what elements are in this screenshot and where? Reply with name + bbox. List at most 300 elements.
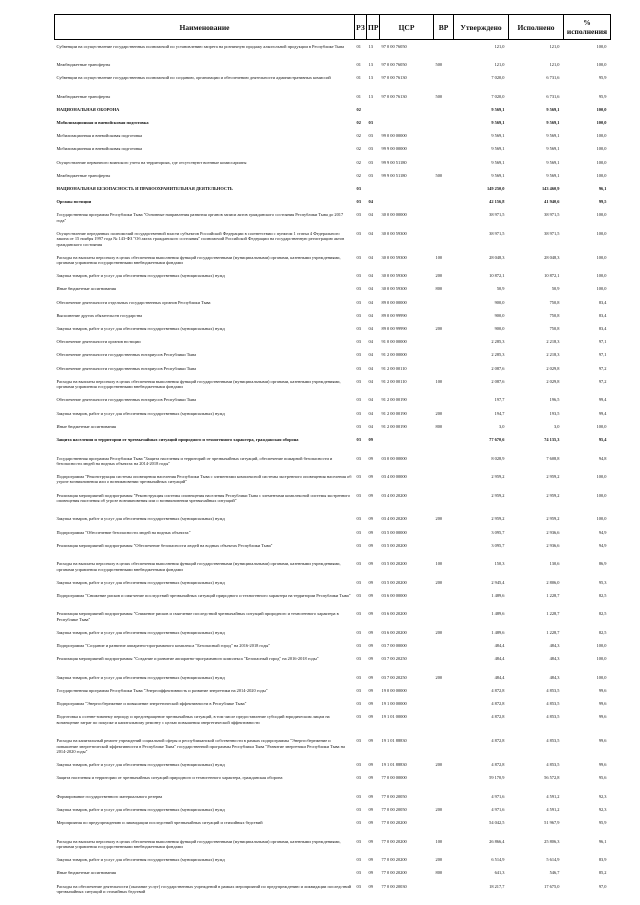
cell-approved: 2 285,3	[491, 352, 505, 358]
cell-name: Расходы на выплаты персоналу в целях обеспечения выполнения функций государственными (муниципальными) органами, казенными учреждениями, органами управления государственными внебюджетными фондами	[56, 561, 341, 572]
cell-approved: 77 670,6	[489, 437, 505, 442]
cell-name: Закупка товаров, работ и услуг для обеспечения государственных (муниципальных) нужд	[56, 762, 225, 768]
cell-approved: 484,4	[494, 643, 505, 649]
cell-rz: 03	[356, 806, 361, 812]
cell-csr: 30 0 00 00000	[381, 212, 407, 218]
table-row	[55, 90, 611, 103]
cell-approved: 9 569,1	[491, 146, 505, 152]
cell-approved: 9 569,1	[491, 172, 505, 178]
cell-name: Мероприятия по предупреждению и ликвидации последствий чрезвычайных ситуаций и стихийных бедствий	[56, 820, 263, 826]
table-row	[55, 452, 611, 471]
cell-pr: 13	[368, 43, 373, 49]
cell-pr: 04	[368, 397, 373, 403]
cell-approved: 1 489,6	[491, 611, 505, 617]
cell-approved: 2 087,6	[491, 365, 505, 371]
cell-executed: 9 569,1	[546, 106, 560, 112]
cell-percent: 100,0	[596, 254, 607, 260]
cell-csr: 30 0 00 59300	[381, 230, 407, 236]
cell-name: Формирование государственного материального резерва	[56, 793, 163, 799]
cell-name: Обеспечение деятельности отдельных государственных органов Республики Тыва	[56, 299, 211, 305]
cell-executed: 9 569,1	[546, 120, 560, 126]
cell-percent: 100,0	[596, 61, 607, 67]
header-vr: ВР	[434, 15, 454, 40]
cell-percent: 100,0	[596, 656, 607, 662]
table-row	[55, 639, 611, 652]
cell-pr: 04	[368, 254, 373, 260]
cell-approved: 121,0	[494, 43, 505, 49]
cell-csr: 03 5 00 20200	[381, 561, 407, 567]
cell-rz: 03	[356, 423, 361, 429]
cell-percent: 86,9	[598, 561, 607, 567]
table-row	[55, 853, 611, 866]
cell-name: Осуществление переданных полномочий государственной власти субъектов Российской Федерации в соответствии с пунктом 1 статьи 4 Федерального закона от 15 ноября 1997 года № 143-ФЗ "Об актах гражданского состояния" полномочий Российской Федерации на государственную регистрацию актов гражданского состояния	[56, 230, 345, 247]
cell-rz: 02	[356, 159, 361, 165]
cell-executed: 74 135,3	[544, 437, 560, 442]
cell-csr: 19 1 01 88830	[381, 738, 407, 744]
table-row	[55, 489, 611, 513]
cell-vr: 500	[435, 172, 443, 178]
cell-approved: 7 020,0	[491, 75, 505, 81]
cell-csr: 19 1 00 00000	[381, 701, 407, 707]
table-row	[55, 251, 611, 270]
cell-rz: 03	[356, 592, 361, 598]
cell-executed: 2 218,3	[546, 339, 560, 345]
cell-percent: 99,6	[598, 714, 607, 720]
table-header-row	[55, 15, 611, 40]
cell-rz: 03	[356, 273, 361, 279]
table-row	[55, 195, 611, 208]
cell-percent: 99,6	[598, 688, 607, 694]
cell-name: Закупка товаров, работ и услуг для обеспечения государственных (муниципальных) нужд	[56, 410, 225, 416]
cell-percent: 95,9	[598, 75, 607, 81]
cell-pr: 09	[368, 806, 373, 812]
cell-rz: 03	[356, 579, 361, 585]
cell-vr: 200	[435, 857, 443, 863]
cell-approved: 900,0	[494, 299, 505, 305]
header-csr: ЦСР	[380, 15, 434, 40]
cell-name: Закупка товаров, работ и услуг для обеспечения государственных (муниципальных) нужд	[56, 273, 225, 279]
cell-executed: 4 853,5	[546, 688, 560, 694]
cell-rz: 03	[356, 656, 361, 662]
cell-percent: 100,0	[596, 674, 607, 680]
cell-rz: 02	[356, 172, 361, 178]
cell-rz: 03	[356, 643, 361, 649]
table-row	[55, 710, 611, 734]
table-row	[55, 589, 611, 608]
cell-rz: 03	[356, 870, 361, 876]
cell-executed: 4 591,2	[546, 806, 560, 812]
table-row	[55, 296, 611, 309]
cell-pr: 04	[368, 199, 373, 205]
table-row	[55, 71, 611, 90]
cell-vr: 200	[435, 806, 443, 812]
cell-csr: 89 0 00 00000	[381, 299, 407, 305]
cell-approved: 2 087,6	[491, 378, 505, 384]
cell-executed: 546,7	[549, 870, 560, 876]
cell-executed: 51 967,9	[544, 820, 560, 826]
cell-vr	[434, 589, 454, 608]
cell-vr: 200	[435, 674, 443, 680]
cell-percent: 99,6	[598, 738, 607, 744]
cell-vr	[434, 129, 454, 142]
cell-csr: 03 4 00 20200	[381, 492, 407, 498]
table-row	[55, 322, 611, 335]
cell-csr: 91 0 00 00000	[381, 339, 407, 345]
cell-approved: 121,0	[494, 61, 505, 67]
cell-pr: 09	[368, 883, 373, 889]
cell-name: НАЦИОНАЛЬНАЯ ОБОРОНА	[56, 106, 120, 112]
cell-name: Иные бюджетные ассигнования	[56, 423, 116, 429]
cell-approved: 194,7	[494, 410, 505, 416]
cell-rz: 03	[356, 529, 361, 535]
cell-approved: 149 250,0	[486, 186, 505, 192]
cell-vr	[434, 209, 454, 228]
cell-executed: 4 853,5	[546, 762, 560, 768]
table-row	[55, 269, 611, 282]
table-row	[55, 433, 611, 452]
cell-name: Иные бюджетные ассигнования	[56, 870, 116, 876]
header-approved: Утверждено	[454, 15, 509, 40]
cell-rz: 03	[356, 230, 361, 236]
cell-name: Реализация мероприятий подпрограммы "Создание и развитие аппаратно-программного комплекса "Безопасный город" на 2016-2018 годы"	[56, 656, 319, 662]
cell-pr: 04	[368, 212, 373, 218]
cell-pr: 09	[368, 701, 373, 707]
cell-pr: 04	[368, 273, 373, 279]
cell-csr: 03 5 00 00000	[381, 529, 407, 535]
table-row	[55, 684, 611, 697]
cell-csr: 19 0 00 00000	[381, 688, 407, 694]
table-row	[55, 393, 611, 406]
budget-table	[54, 14, 611, 898]
cell-name: Расходы на обеспечение деятельности (оказание услуг) государственных учреждений в рамках мероприятий по предупреждению и ликвидации последствий чрезвычайных ситуаций и стихийных бедствий	[56, 883, 352, 894]
cell-csr: 97 0 00 76130	[381, 75, 407, 81]
table-row	[55, 771, 611, 790]
cell-rz: 03	[356, 286, 361, 292]
table-row	[55, 40, 611, 59]
cell-csr: 30 0 00 59300	[381, 286, 407, 292]
table-row	[55, 116, 611, 129]
cell-name: Закупка товаров, работ и услуг для обеспечения государственных (муниципальных) нужд	[56, 806, 225, 812]
cell-rz: 03	[356, 629, 361, 635]
cell-name: Подпрограмма "Энергосбережение и повышение энергетической эффективности в Республике Тыва"	[56, 701, 247, 707]
cell-vr	[434, 734, 454, 758]
cell-vr	[434, 470, 454, 489]
cell-pr: 09	[368, 674, 373, 680]
cell-rz: 03	[356, 437, 361, 442]
cell-vr: 100	[435, 254, 443, 260]
header-executed: Исполнено	[509, 15, 564, 40]
cell-name: Подготовка к осенне-зимнему периоду и предотвращение чрезвычайных ситуаций, в том числе предоставление субсидий юридическим лицам на возмещение затрат по покупке и капитальному ремонту с целью повышения энергетической эффективности	[56, 714, 330, 725]
cell-executed: 750,8	[549, 299, 560, 305]
cell-vr	[434, 227, 454, 251]
cell-vr: 200	[435, 410, 443, 416]
cell-executed: 4 853,5	[546, 714, 560, 720]
cell-rz: 03	[356, 820, 361, 826]
cell-rz: 03	[356, 701, 361, 707]
cell-csr: 03 6 00 20200	[381, 629, 407, 635]
cell-executed: 4 591,2	[546, 793, 560, 799]
cell-rz: 03	[356, 492, 361, 498]
cell-csr: 91 2 00 00110	[381, 378, 407, 384]
table-row	[55, 512, 611, 525]
cell-rz: 02	[356, 133, 361, 139]
cell-executed: 28 048,3	[544, 254, 560, 260]
cell-vr	[434, 182, 454, 195]
cell-csr: 77 0 00 20050	[381, 793, 407, 799]
table-row	[55, 362, 611, 375]
cell-percent: 82,5	[598, 611, 607, 617]
cell-pr: 03	[368, 146, 373, 152]
budget-table-page	[54, 14, 610, 898]
cell-pr: 04	[368, 365, 373, 371]
cell-csr: 03 0 00 00000	[381, 455, 407, 461]
table-body	[55, 40, 611, 899]
cell-approved: 38 971,5	[489, 212, 505, 218]
cell-percent: 82,5	[598, 629, 607, 635]
cell-pr: 03	[368, 159, 373, 165]
table-row	[55, 309, 611, 322]
cell-vr	[434, 433, 454, 452]
cell-name: Государственная программа Республики Тыва "Защита населения и территорий от чрезвычайных ситуаций, обеспечение пожарной безопасности и безопасности людей на водных объектах на 2014-2018 годы"	[56, 455, 333, 466]
cell-percent: 99,4	[598, 410, 607, 416]
header-name: Наименование	[55, 15, 355, 40]
cell-approved: 4 872,8	[491, 714, 505, 720]
cell-executed: 2 959,2	[546, 516, 560, 522]
cell-csr: 99 9 00 51180	[381, 172, 407, 178]
cell-percent: 100,0	[596, 286, 607, 292]
cell-csr: 77 0 00 20200	[381, 870, 407, 876]
cell-vr: 100	[435, 838, 443, 844]
table-row	[55, 349, 611, 362]
cell-rz: 03	[356, 199, 361, 205]
cell-vr: 200	[435, 762, 443, 768]
cell-percent: 95,4	[598, 437, 607, 442]
cell-rz: 03	[356, 397, 361, 403]
cell-rz: 03	[356, 410, 361, 416]
cell-approved: 54 042,5	[489, 820, 505, 826]
cell-rz: 03	[356, 312, 361, 318]
cell-csr: 91 2 00 00190	[381, 423, 407, 429]
cell-pr: 04	[368, 312, 373, 318]
cell-vr	[434, 40, 454, 59]
cell-name: Подпрограмма "Снижение рисков и смягчение последствий чрезвычайных ситуаций природного и техногенного характера на территории Республики Тыва"	[56, 592, 351, 598]
cell-name: Реализация мероприятий подпрограммы "Реконструкция системы оповещения населения Республики Тыва с элементами комплексной системы экстренного оповещения населения об угрозе возникновения или о возникновении чрезвычайных ситуаций"	[56, 492, 351, 503]
table-row	[55, 816, 611, 835]
table-row	[55, 803, 611, 816]
cell-name: Осуществление первичного воинского учета на территориях, где отсутствуют военные комиссариаты	[56, 159, 247, 165]
cell-percent: 100,0	[596, 273, 607, 279]
table-row	[55, 375, 611, 394]
cell-rz: 02	[356, 120, 361, 126]
cell-approved: 3,0	[499, 423, 505, 429]
cell-rz: 03	[356, 611, 361, 617]
cell-percent: 96,1	[598, 838, 607, 844]
cell-name: Закупка товаров, работ и услуг для обеспечения государственных (муниципальных) нужд	[56, 516, 225, 522]
cell-pr: 04	[368, 299, 373, 305]
cell-name: Реализация мероприятий подпрограммы "Обеспечение безопасности людей на водных объектах Республики Тыва"	[56, 542, 273, 548]
cell-csr: 99 9 00 00000	[381, 146, 407, 152]
cell-approved: 2 959,2	[491, 492, 505, 498]
cell-pr: 09	[368, 492, 373, 498]
cell-name: Выполнение других обязательств государства	[56, 312, 143, 318]
cell-csr	[380, 433, 434, 452]
cell-csr: 77 0 00 20200	[381, 820, 407, 826]
cell-executed: 50,9	[551, 286, 560, 292]
cell-executed: 4 853,5	[546, 701, 560, 707]
cell-vr	[434, 652, 454, 671]
cell-csr: 99 9 00 51180	[381, 159, 407, 165]
cell-pr: 09	[368, 738, 373, 744]
cell-rz: 03	[356, 793, 361, 799]
cell-approved: 38 971,5	[489, 230, 505, 236]
cell-rz: 02	[356, 146, 361, 152]
cell-pr: 09	[368, 529, 373, 535]
cell-pr: 04	[368, 352, 373, 358]
cell-executed: 193,5	[549, 410, 560, 416]
cell-executed: 750,8	[549, 312, 560, 318]
cell-percent: 100,0	[596, 120, 607, 126]
cell-approved: 4 872,8	[491, 701, 505, 707]
cell-percent: 99,4	[598, 397, 607, 403]
cell-csr: 99 0 00 00000	[381, 133, 407, 139]
cell-approved: 9 569,1	[491, 159, 505, 165]
cell-executed: 41 940,6	[544, 199, 560, 205]
cell-name: Подпрограмма "Реконструкция системы оповещения населения Республики Тыва с элементами комплексной системы экстренного оповещения населения об угрозе возникновения или о возникновении чрезвычайных ситуаций"	[56, 474, 352, 485]
cell-name: Мобилизационная и вневойсковая подготовка	[56, 133, 143, 139]
table-row	[55, 156, 611, 169]
cell-vr: 800	[435, 423, 443, 429]
cell-vr	[434, 816, 454, 835]
cell-approved: 50,9	[496, 286, 505, 292]
cell-name: Закупка товаров, работ и услуг для обеспечения государственных (муниципальных) нужд	[56, 326, 225, 332]
cell-name: Обеспечение деятельности органов юстиции	[56, 339, 141, 345]
cell-approved: 3 095,7	[491, 542, 505, 548]
cell-executed: 484,3	[549, 674, 560, 680]
cell-approved: 641,3	[494, 870, 505, 876]
cell-rz: 03	[356, 674, 361, 680]
cell-percent: 95,6	[598, 775, 607, 781]
cell-pr: 04	[368, 286, 373, 292]
cell-vr	[434, 71, 454, 90]
cell-percent: 100,0	[596, 159, 607, 165]
cell-executed: 10 872,1	[544, 273, 560, 279]
cell-name: Межбюджетные трансферты	[56, 172, 111, 178]
cell-approved: 3 095,7	[491, 529, 505, 535]
cell-vr	[434, 880, 454, 899]
cell-rz: 03	[356, 542, 361, 548]
cell-percent: 92,3	[598, 793, 607, 799]
cell-csr: 30 0 00 59300	[381, 254, 407, 260]
cell-executed: 38 971,5	[544, 230, 560, 236]
cell-executed: 121,0	[549, 61, 560, 67]
cell-name: Расходы на выплаты персоналу в целях обеспечения выполнения функций государственными (муниципальными) органами, казенными учреждениями, органами управления государственными внебюджетными фондами	[56, 838, 341, 849]
table-row	[55, 103, 611, 116]
cell-approved: 26 866,4	[489, 838, 505, 844]
cell-rz: 03	[356, 561, 361, 567]
cell-executed: 484,3	[549, 643, 560, 649]
cell-rz: 03	[356, 254, 361, 260]
cell-name: Органы юстиции	[56, 199, 92, 205]
cell-name: Закупка товаров, работ и услуг для обеспечения государственных (муниципальных) нужд	[56, 674, 225, 680]
cell-executed: 7 608,8	[546, 455, 560, 461]
cell-name: Государственная программа Республики Тыва "Основные направления развития органов записи актов гражданского состояния Республики Тыва до 2017 года"	[56, 212, 344, 223]
cell-name: Государственная программа Республики Тыва "Энергоэффективность и развитие энергетики на 2014-2020 годы"	[56, 688, 268, 694]
cell-rz: 03	[356, 352, 361, 358]
cell-executed: 484,3	[549, 656, 560, 662]
cell-csr: 77 0 00 20200	[381, 857, 407, 863]
cell-name: Расходы на выплаты персоналу в целях обеспечения выполнения функций государственными (муниципальными) органами, казенными учреждениями, органами управления государственными внебюджетными фондами	[56, 378, 341, 390]
cell-rz: 03	[356, 714, 361, 720]
cell-pr: 09	[368, 820, 373, 826]
cell-pr: 09	[368, 793, 373, 799]
cell-percent: 100,0	[596, 474, 607, 479]
cell-executed: 9 569,1	[546, 146, 560, 152]
cell-percent: 83,4	[598, 312, 607, 318]
cell-percent: 100,0	[596, 230, 607, 236]
table-row	[55, 790, 611, 803]
table-row	[55, 129, 611, 142]
table-row	[55, 557, 611, 576]
cell-rz: 01	[356, 43, 361, 49]
cell-pr	[367, 103, 380, 116]
cell-pr: 09	[368, 592, 373, 598]
cell-pr: 13	[368, 93, 373, 99]
cell-percent: 95,3	[598, 579, 607, 585]
cell-name: Закупка товаров, работ и услуг для обеспечения государственных (муниципальных) нужд	[56, 629, 225, 635]
cell-executed: 1 228,7	[546, 611, 560, 617]
cell-pr: 09	[368, 714, 373, 720]
table-row	[55, 407, 611, 420]
cell-vr	[434, 684, 454, 697]
cell-approved: 4 872,8	[491, 762, 505, 768]
cell-pr: 04	[368, 378, 373, 384]
cell-pr: 09	[368, 611, 373, 617]
cell-executed: 2 959,2	[546, 492, 560, 498]
cell-vr	[434, 539, 454, 558]
table-row	[55, 607, 611, 626]
cell-csr: 03 5 00 20200	[381, 579, 407, 585]
cell-executed: 38 971,5	[544, 212, 560, 218]
cell-approved: 2 285,3	[491, 339, 505, 345]
cell-vr	[434, 116, 454, 129]
cell-percent: 83,4	[598, 326, 607, 332]
cell-name: Расходы на выплаты персоналу в целях обеспечения выполнения функций государственными (муниципальными) органами, казенными учреждениями, органами управления государственными внебюджетными фондами	[56, 254, 341, 266]
table-row	[55, 758, 611, 771]
cell-approved: 28 048,3	[489, 254, 505, 260]
cell-vr	[434, 790, 454, 803]
cell-rz: 03	[356, 326, 361, 332]
cell-name: Расходы на капитальный ремонт учреждений социальной сферы и республиканской собственности в рамках подпрограммы "Энергосбережение и повышение энергетической эффективности в Республике Тыва" государственной программы Республики Тыва "Развитие энергетики Республики Тыва на 2014-2020 годы"	[56, 738, 345, 754]
cell-name: Межбюджетные трансферты	[56, 93, 111, 99]
cell-vr	[434, 607, 454, 626]
cell-csr: 03 7 00 20250	[381, 656, 407, 662]
cell-approved: 4 971,6	[491, 806, 505, 812]
cell-executed: 56 572,8	[544, 775, 560, 781]
cell-vr: 800	[435, 286, 443, 292]
cell-approved: 900,0	[494, 312, 505, 318]
cell-percent: 100,0	[596, 516, 607, 522]
cell-vr	[434, 639, 454, 652]
table-row	[55, 169, 611, 182]
cell-pr: 09	[368, 542, 373, 548]
cell-approved: 2 959,2	[491, 474, 505, 479]
cell-pr: 09	[368, 516, 373, 522]
cell-approved: 4 872,8	[491, 738, 505, 744]
cell-csr	[380, 116, 434, 129]
table-row	[55, 335, 611, 348]
cell-csr: 77 0 00 20030	[381, 883, 407, 889]
cell-percent: 100,0	[596, 106, 607, 112]
